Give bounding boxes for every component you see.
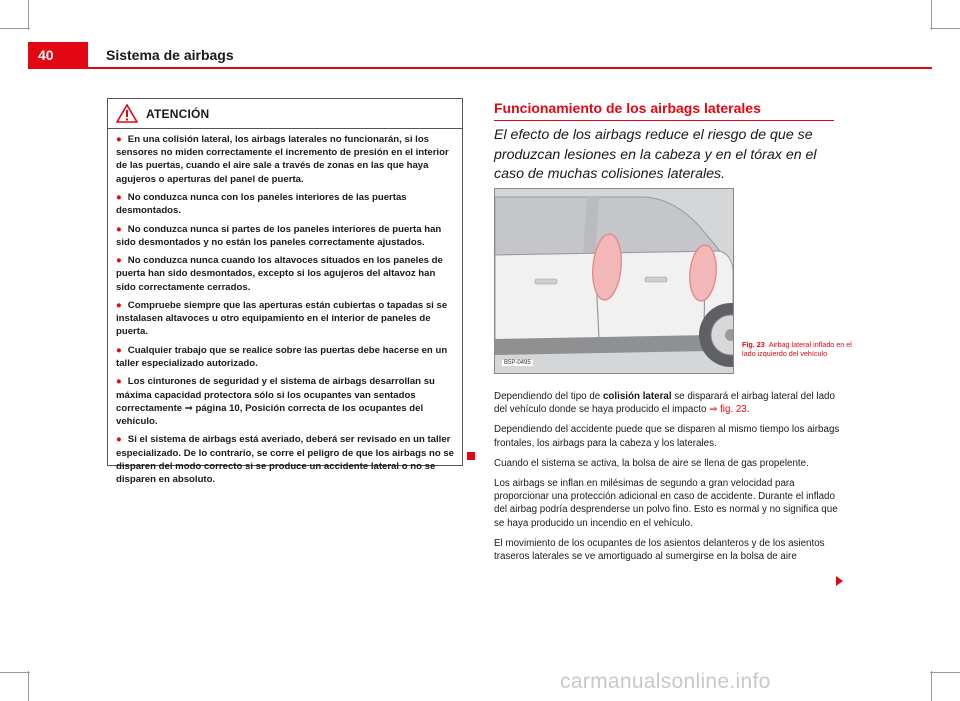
warning-item: ● Los cinturones de seguridad y el sistema de airbags desarrollan su máxima capacidad protectora sólo si los ocupantes van sentados correctamente ⇒ página 10, Posición correcta de los ocupantes del vehículo. [116,376,435,427]
bullet-icon: ● [116,192,122,203]
crop-mark [931,671,932,701]
paragraph: El movimiento de los ocupantes de los asientos delanteros y de los asientos traseros laterales se ve amortiguado al sumergirse en la bolsa de aire [494,537,825,563]
warning-triangle-icon [116,104,138,123]
figure-code: B5P-0495 [504,360,531,366]
crop-mark [28,0,29,30]
bullet-icon: ● [116,299,122,311]
bullet-icon: ● [116,223,122,235]
warning-box [107,98,463,485]
warning-header [108,99,462,129]
crop-mark [0,28,30,29]
page-number: 40 [38,47,54,63]
bold-term: colisión lateral [602,391,672,402]
paragraph: Dependiendo del tipo de colisión lateral se disparará el airbag lateral del lado del vehículo donde se haya producido el impacto ⇒ fig. 23. [494,391,835,416]
section-intro: El efecto de los airbags reduce el riesgo de que se produzcan lesiones en la cabeza y en el tórax en el caso de muchas colisiones laterales. [494,127,817,182]
continue-arrow-icon [836,576,843,586]
figure-label: Fig. 23 [742,340,765,349]
car-side-illustration [495,189,733,373]
bullet-icon: ● [116,344,122,356]
crop-mark [930,672,960,673]
body-text [494,390,850,570]
page-number-box [28,42,88,68]
figure-side-airbag [494,188,734,374]
warning-item: ● En una colisión lateral, los airbags laterales no funcionarán, si los sensores no miden correctamente el incremento de presión en el interior de las puertas, cuando el aire sale a través de zonas en las que haya agujeros o aperturas del panel de puerta. [116,134,449,185]
figure-caption [742,340,852,358]
bullet-icon: ● [116,434,122,446]
paragraph: Dependiendo del accidente puede que se disparen al mismo tiempo los airbags frontales, los airbags para la cabeza y los laterales. [494,424,840,449]
figure-link[interactable]: ⇒ fig. 23 [709,404,747,416]
bullet-icon: ● [116,134,122,145]
warning-item: ● No conduzca nunca si partes de los paneles interiores de puerta han sido desmontados y no están los paneles correctamente ajustados. [116,223,442,248]
warning-item: ● No conduzca nunca con los paneles interiores de las puertas desmontados. [116,192,407,217]
bullet-icon: ● [116,376,122,388]
crop-mark [0,672,30,673]
watermark: carmanualsonline.info [560,670,771,693]
bullet-icon: ● [116,255,122,267]
section-end-marker [467,452,475,460]
paragraph: Cuando el sistema se activa, la bolsa de aire se llena de gas propelente. [494,457,809,469]
section-rule [494,120,834,121]
header-rule [28,67,932,69]
warning-item: ● Compruebe siempre que las aperturas están cubiertas o tapadas si se instalasen altavoces u otro equipamiento en el interior de paneles de puerta. [116,299,448,338]
warning-list [116,133,456,491]
figure-caption-text: Airbag lateral inflado en el lado izquierdo del vehículo [742,340,852,358]
crop-mark [930,28,960,29]
paragraph: Los airbags se inflan en milésimas de segundo a gran velocidad para proporcionar una protección adicional en caso de accidente. Durante el inflado del airbag podría desprenderse un polvo fino. Esto es normal y no significa que se haya producido un incendio en el vehículo. [494,478,838,529]
section-title: Funcionamiento de los airbags laterales [494,100,761,116]
warning-item: ● Cualquier trabajo que se realice sobre las puertas debe hacerse en un taller especializado autorizado. [116,344,448,369]
crop-mark [28,671,29,701]
crop-mark [931,0,932,30]
page-header-title: Sistema de airbags [106,47,234,63]
warning-item: ● No conduzca nunca cuando los altavoces situados en los paneles de puerta han sido desmontados, excepto si los agujeros del altavoz han sido correctamente cerrados. [116,255,443,293]
warning-item: ● Si el sistema de airbags está averiado, deberá ser revisado en un taller especializado. De lo contrario, se corre el peligro de que los airbags no se disparen del modo correcto si se produce un accidente lateral o no se disparen en absoluto. [116,434,455,485]
warning-title: ATENCIÓN [146,107,210,121]
